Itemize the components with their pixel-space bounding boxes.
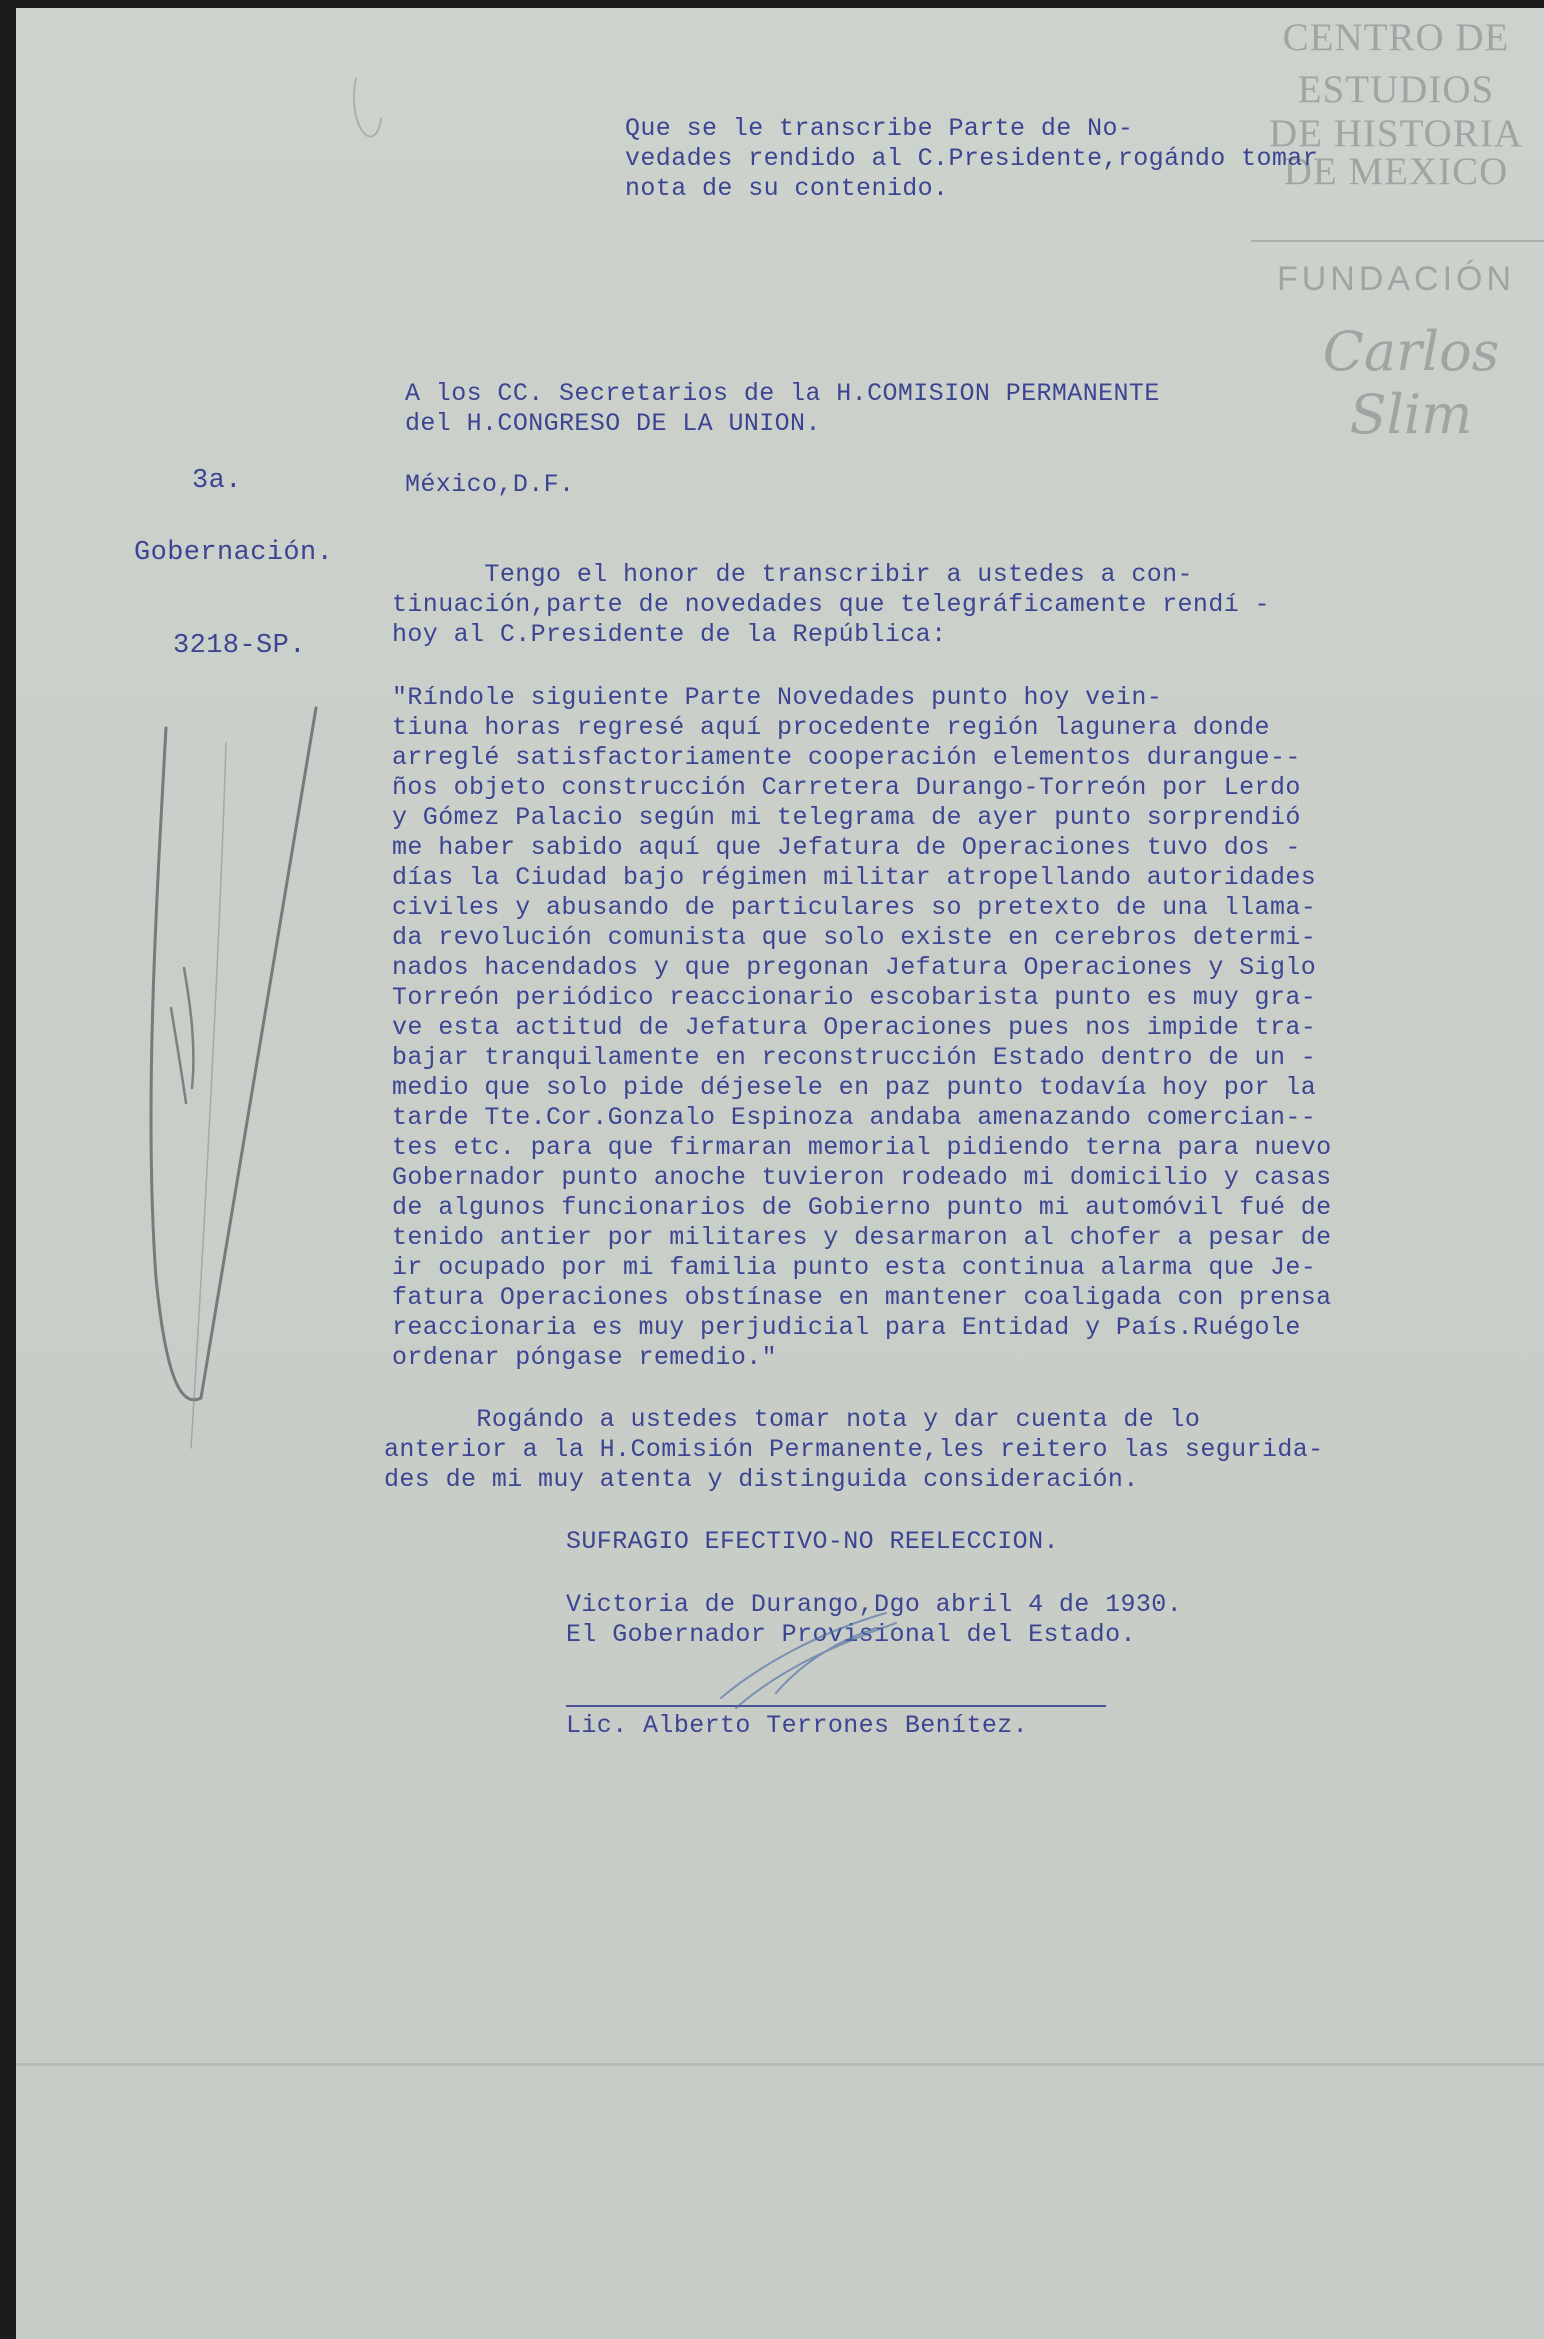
margin-pencil-mark bbox=[151, 708, 316, 1400]
signer-name: Lic. Alberto Terrones Benítez. bbox=[566, 1711, 1029, 1740]
addressee: A los CC. Secretarios de la H.COMISION PERMANENTE del H.CONGRESO DE LA UNION. bbox=[405, 379, 1160, 438]
reference-number: 3a. bbox=[192, 466, 242, 496]
city-line: México,D.F. bbox=[405, 470, 575, 499]
handwritten-marks bbox=[16, 8, 1544, 2339]
watermark-line: CENTRO DE bbox=[1282, 16, 1510, 59]
margin-pencil-mark bbox=[191, 743, 226, 1448]
watermark-line: DE MEXICO bbox=[1283, 150, 1509, 193]
quoted-telegram: "Ríndole siguiente Parte Novedades punto hoy vein- tiuna horas regresé aquí procedente región lagunera donde arreglé satisfactoriamente cooperación elementos durangue-- ños objeto construcción Carretera Durango-Torreón por Lerdo y Gómez Palacio según mi telegrama de ayer punto sorprendió me haber sabido aquí que Jefatura de Operaciones tuvo dos - días la Ciudad bajo régimen militar atropellando autoridades civiles y abusando de particulares so pretexto de una llama- da revolución comunista que solo existe en cerebros determi- nados hacendados y que pregonan Jefatura Operaciones y Siglo Torreón periódico reaccionario escobarista punto es muy gra- ve esta actitud de Jefatura Operaciones pues nos impide tra- bajar tranquilamente en reconstrucción Estado dentro de un - medio que solo pide déjesele en paz punto todavía hoy por la tarde Tte.Cor.Gonzalo Espinoza andaba amenazando comercian-- tes etc. para que firmaran memorial pidiendo terna para nuevo Gobernador punto anoche tuvieron rodeado mi domicilio y casas de algunos funcionarios de Gobierno punto mi automóvil fué de tenido antier por militares y desarmaron al chofer a pesar de ir ocupado por mi familia punto esta continua alarma que Je- fatura Operaciones obstínase en mantener coaligada con prensa reaccionaria es muy perjudicial para Entidad y País.Ruégole ordenar póngase remedio." bbox=[392, 683, 1332, 1372]
document-page bbox=[16, 8, 1544, 2339]
place-date: Victoria de Durango,Dgo abril 4 de 1930. bbox=[566, 1590, 1183, 1619]
closing-paragraph: Rogándo a ustedes tomar nota y dar cuenta de lo anterior a la H.Comisión Permanente,les reitero las segurida- des de mi muy atenta y distinguida consideración. bbox=[384, 1405, 1324, 1494]
signature-scrawl bbox=[721, 1613, 896, 1708]
watermark-line: DE HISTORIA bbox=[1268, 112, 1524, 155]
watermark-line: ESTUDIOS bbox=[1297, 68, 1495, 111]
intro-paragraph: Tengo el honor de transcribir a ustedes a con- tinuación,parte de novedades que telegráficamente rendí - hoy al C.Presidente de la República: bbox=[392, 560, 1270, 649]
subject-text: Que se le transcribe Parte de No- vedades rendido al C.Presidente,rogándo tomar nota de su contenido. bbox=[625, 114, 1319, 203]
watermark-fundacion: FUNDACIÓN bbox=[1276, 260, 1516, 298]
margin-pencil-mark bbox=[171, 968, 193, 1103]
signer-title: El Gobernador Provisional del Estado. bbox=[566, 1620, 1136, 1649]
motto: SUFRAGIO EFECTIVO-NO REELECCION. bbox=[566, 1527, 1059, 1556]
department-ref: Gobernación. bbox=[134, 538, 334, 568]
paper-fold bbox=[16, 2063, 1544, 2066]
file-ref: 3218-SP. bbox=[173, 631, 306, 661]
top-stamp-mark bbox=[354, 78, 381, 137]
watermark-carlos-slim: Carlos Slim bbox=[1322, 320, 1500, 446]
